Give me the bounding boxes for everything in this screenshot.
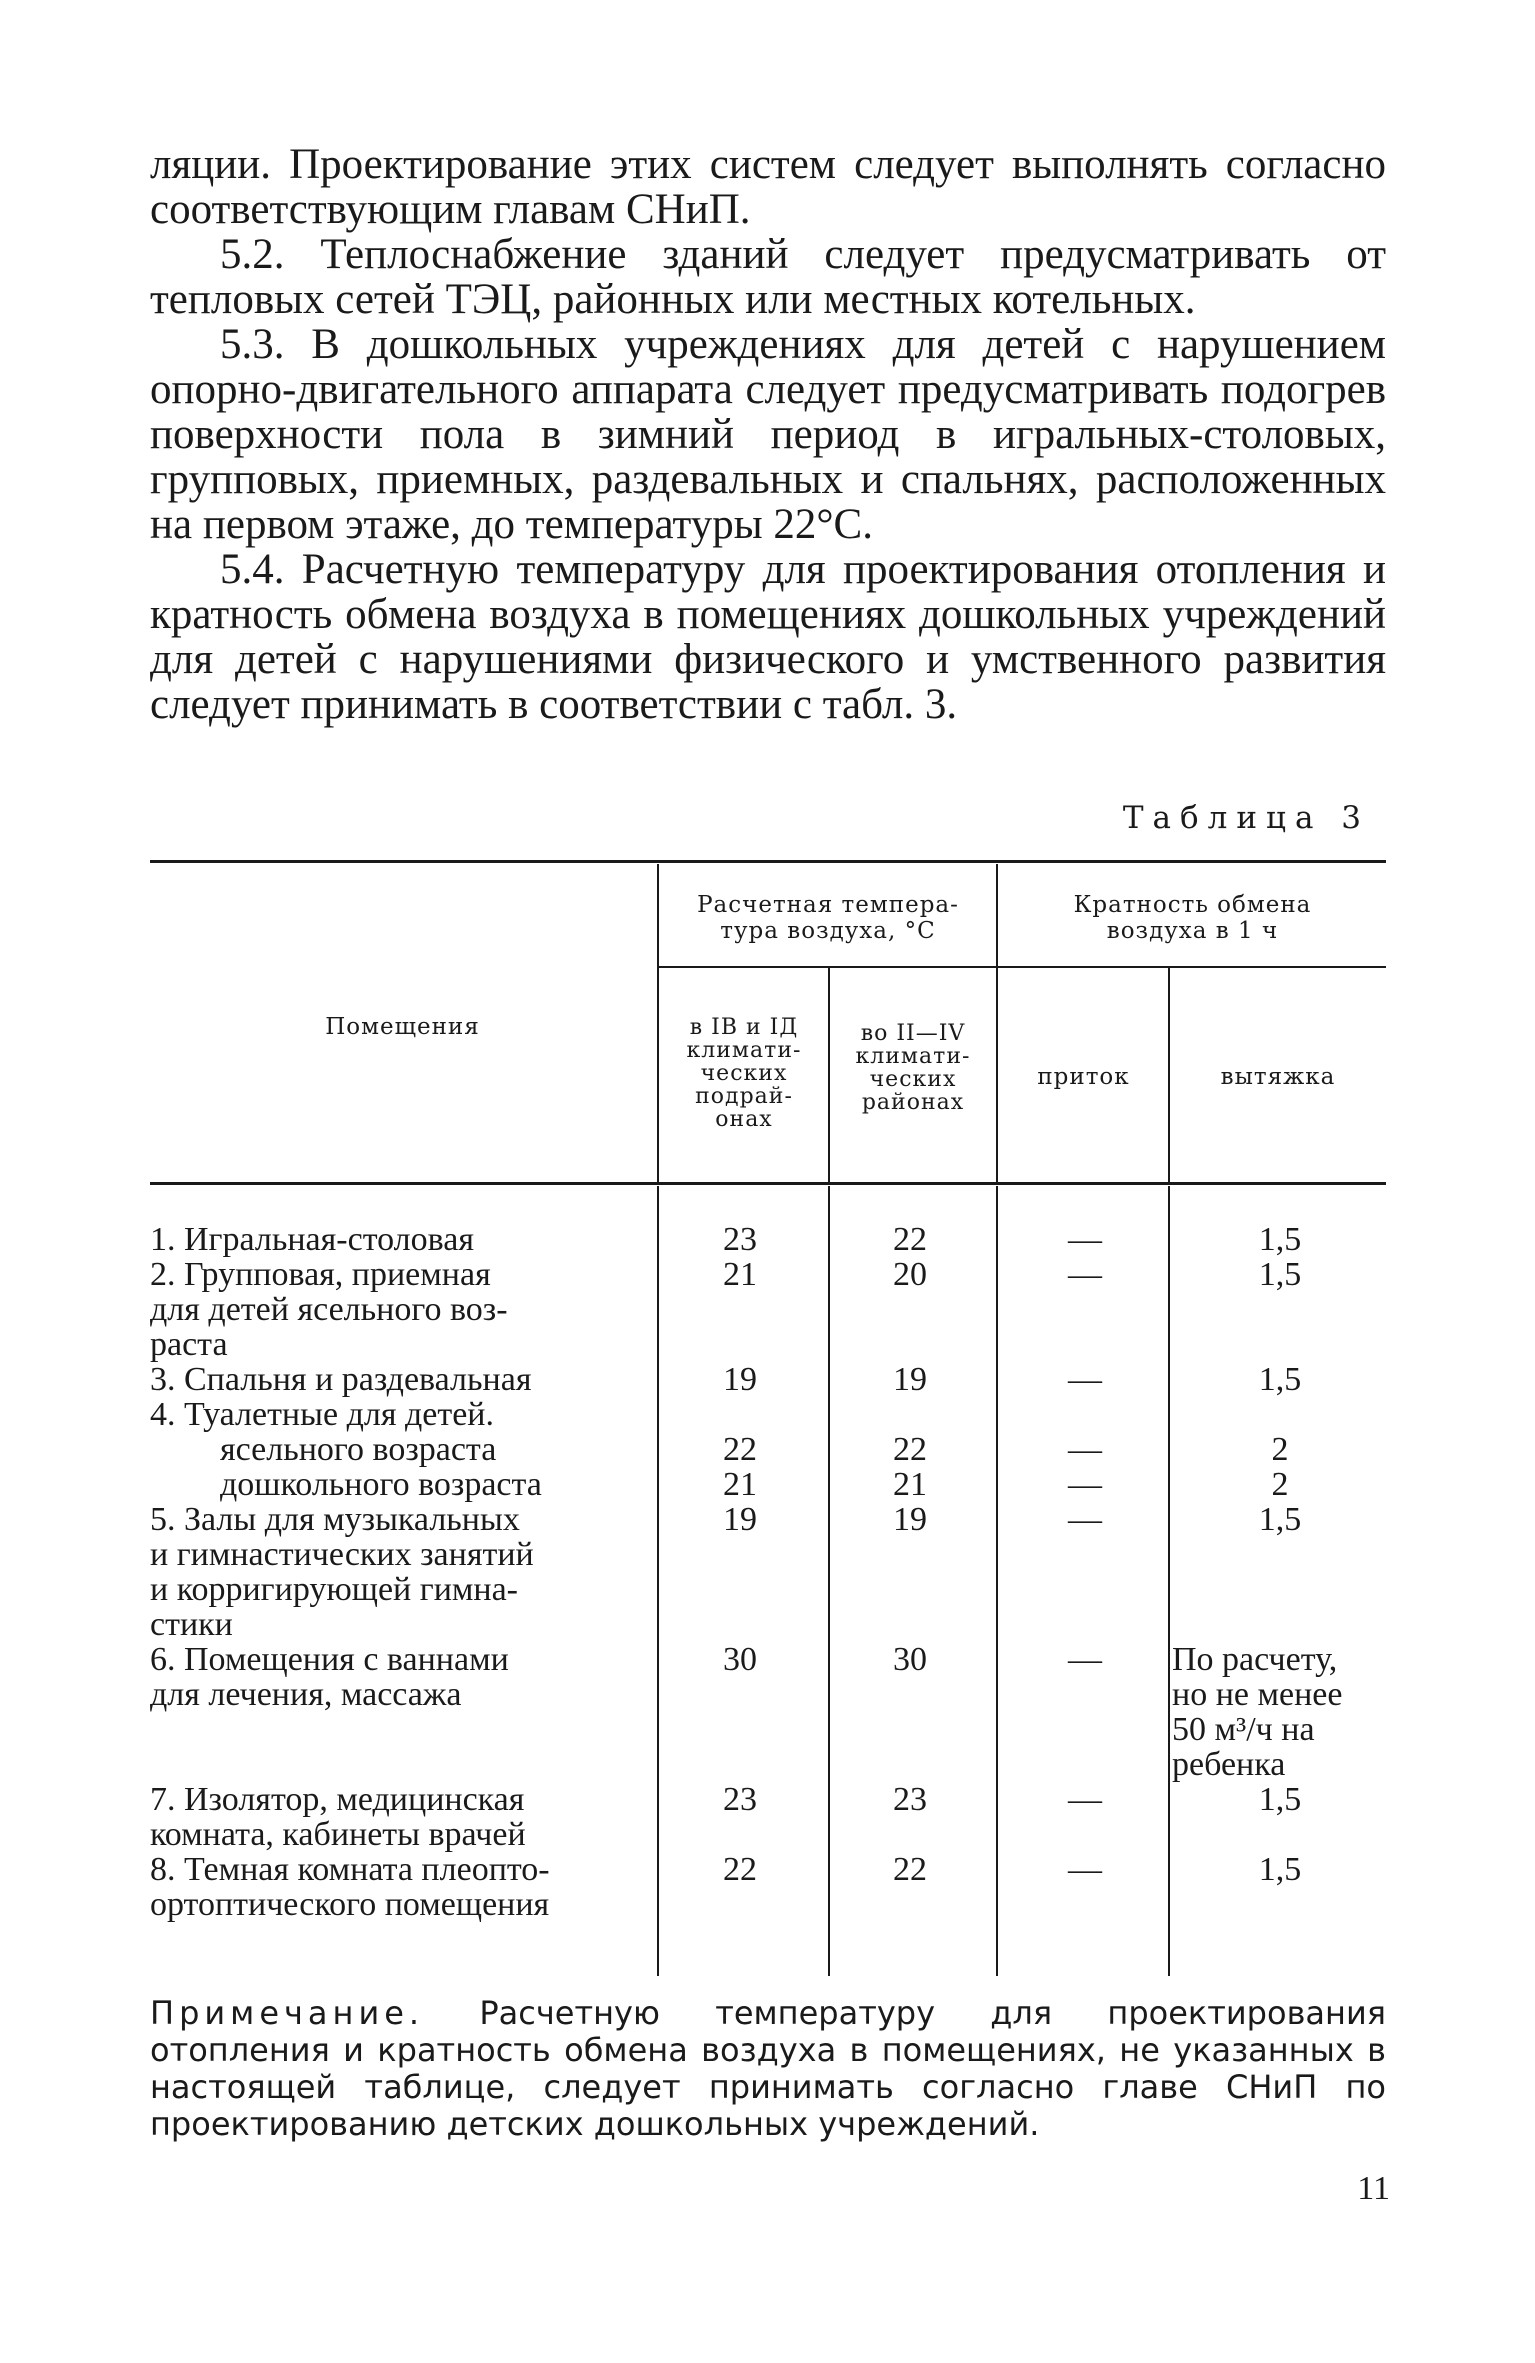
header-supply-label: приток [1037,1064,1130,1090]
cell-temp-ib: 19 [723,1501,757,1538]
header-supply [999,1064,1168,1090]
room-line: 8. Темная комната плеопто- [150,1851,550,1888]
cell-temp-ib: 23 [723,1781,757,1818]
header-line: воздуха в 1 ч [1106,918,1279,944]
column-divider [657,864,659,1182]
column-divider [996,1186,998,1976]
header-line: ческих [869,1067,957,1092]
room-line: 6. Помещения с ваннами [150,1641,509,1678]
cell-supply: — [1068,1501,1102,1538]
table-row-room [150,1432,620,1467]
note-label: Примечание. [150,1994,425,2032]
header-exhaust-label: вытяжка [1220,1064,1336,1090]
table-row-room [150,1782,620,1852]
cell-exhaust: 1,5 [1258,1221,1302,1258]
exhaust-line: По расчету, [1172,1641,1338,1678]
cell-temp-ii: 21 [893,1466,927,1503]
room-line: для лечения, массажа [150,1676,462,1713]
cell-exhaust: 1,5 [1258,1256,1302,1293]
room-line: и гимнастических занятий [150,1536,534,1573]
cell-temp-ii: 22 [893,1431,927,1468]
note-text: Расчетную температуру для проектирования отопления и кратность обмена воздуха в помещениях, не указанных в настоящей таблице, следует принимать согласно главе СНиП по проектированию детских дошкольных учреждений. [150,1994,1386,2143]
cell-temp-ib: 22 [723,1851,757,1888]
room-line: ясельного возраста [220,1431,497,1468]
paragraph-continued: ляции. Проектирование этих систем следует выполнять согласно соответствующим главам СНиП. [150,141,1386,233]
table-row-room [150,1642,620,1712]
table-row-room [150,1362,620,1397]
cell-temp-ib: 19 [723,1361,757,1398]
cell-temp-ii: 19 [893,1361,927,1398]
header-line: подрай- [695,1084,793,1109]
cell-supply: — [1068,1781,1102,1818]
cell-temp-ii: 30 [893,1641,927,1678]
page-number: 11 [1357,2170,1390,2207]
cell-exhaust: 1,5 [1258,1851,1302,1888]
cell-exhaust: 2 [1271,1431,1289,1468]
cell-exhaust: 1,5 [1258,1361,1302,1398]
header-exchange [999,892,1386,944]
column-divider [657,1186,659,1976]
room-line: комната, кабинеты врачей [150,1816,526,1853]
room-line: раста [150,1326,228,1363]
cell-temp-ib: 21 [723,1256,757,1293]
group-header-rule [658,966,1386,968]
cell-temp-ib: 30 [723,1641,757,1678]
cell-exhaust: 2 [1271,1466,1289,1503]
table-top-rule [150,860,1386,863]
header-line: тура воздуха, °С [720,918,936,944]
exhaust-line: ребенка [1172,1746,1286,1783]
cell-supply: — [1068,1851,1102,1888]
room-line: 4. Туалетные для детей. [150,1396,495,1433]
room-line: 1. Игральная-столовая [150,1221,474,1258]
cell-supply: — [1068,1361,1102,1398]
paragraph-5-2: 5.2. Теплоснабжение зданий следует предусматривать от тепловых сетей ТЭЦ, районных или местных котельных. [150,231,1386,323]
header-line: климати- [855,1044,971,1069]
room-line: 5. Залы для музыкальных [150,1501,520,1538]
room-line: стики [150,1606,233,1643]
header-exhaust [1170,1064,1386,1090]
cell-supply: — [1068,1641,1102,1678]
header-ii-iv [830,1022,996,1114]
cell-supply: — [1068,1431,1102,1468]
cell-temp-ii: 22 [893,1221,927,1258]
cell-exhaust: 1,5 [1258,1781,1302,1818]
table-row-room [150,1852,620,1922]
column-divider [996,864,998,1182]
room-line: ортоптического помещения [150,1886,550,1923]
room-line: дошкольного возраста [220,1466,542,1503]
body-text [150,142,1386,727]
cell-temp-ib: 21 [723,1466,757,1503]
header-bottom-rule [150,1182,1386,1185]
cell-temp-ii: 23 [893,1781,927,1818]
cell-temp-ii: 20 [893,1256,927,1293]
cell-supply: — [1068,1256,1102,1293]
table-row-room [150,1397,620,1432]
header-line: климати- [686,1038,802,1063]
cell-temp-ii: 22 [893,1851,927,1888]
room-line: 7. Изолятор, медицинская [150,1781,525,1818]
room-line: 2. Групповая, приемная [150,1256,491,1293]
header-temperature [660,892,996,944]
header-ib-id [660,1016,828,1131]
cell-supply: — [1068,1466,1102,1503]
cell-exhaust [1172,1642,1392,1782]
table-note [150,1995,1386,2143]
header-line: онах [715,1107,773,1132]
room-line: и корригирующей гимна- [150,1571,519,1608]
table-row-room [150,1257,620,1362]
header-line: районах [861,1090,965,1115]
cell-temp-ib: 23 [723,1221,757,1258]
cell-exhaust: 1,5 [1258,1501,1302,1538]
header-line: ческих [700,1061,788,1086]
exhaust-line: но не менее [1172,1676,1343,1713]
table-row-room [150,1467,620,1502]
paragraph-5-4: 5.4. Расчетную температуру для проектирования отопления и кратность обмена воздуха в помещениях дошкольных учреждений для детей с нарушениями физического и умственного развития следует принимать в соответствии с табл. 3. [150,546,1386,728]
cell-supply: — [1068,1221,1102,1258]
header-rooms [150,1014,655,1040]
paragraph-5-3: 5.3. В дошкольных учреждениях для детей с нарушением опорно-двигательного аппарата следует предусматривать подогрев поверхности пола в зимний период в игральных-столовых, групповых, приемных, раздевальных и спальнях, расположенных на первом этаже, до температуры 22°С. [150,321,1386,548]
cell-temp-ib: 22 [723,1431,757,1468]
header-line: Кратность обмена [1073,892,1312,918]
table-row-room [150,1222,620,1257]
header-line: во II—IV [860,1021,966,1046]
exhaust-line: 50 м³/ч на [1172,1711,1315,1748]
header-line: в IВ и IД [689,1015,799,1040]
room-line: для детей ясельного воз- [150,1291,508,1328]
table-caption: Таблица 3 [1122,800,1370,836]
table-row-room [150,1502,620,1642]
cell-temp-ii: 19 [893,1501,927,1538]
header-line: Расчетная темпера- [697,892,959,918]
header-rooms-label: Помещения [325,1014,480,1040]
room-line: 3. Спальня и раздевальная [150,1361,532,1398]
